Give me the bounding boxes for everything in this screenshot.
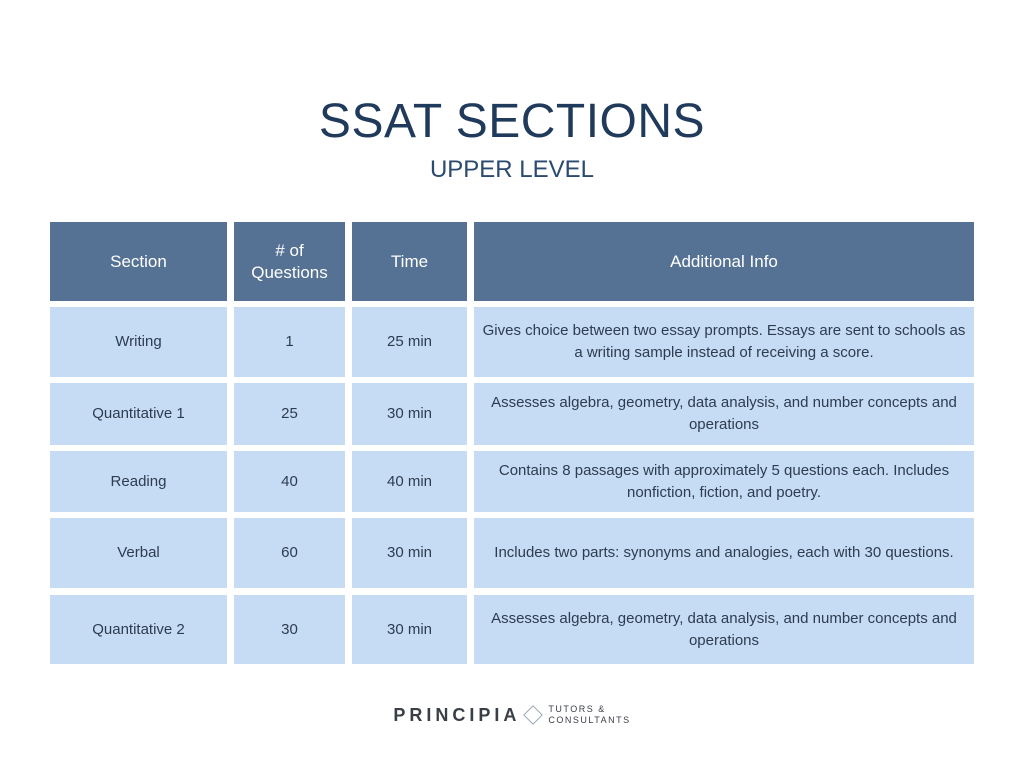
tagline-line-2: CONSULTANTS — [548, 715, 631, 725]
cell-questions: 60 — [234, 518, 345, 588]
table-row — [50, 518, 974, 588]
cell-section: Quantitative 2 — [50, 595, 227, 664]
footer-logo — [0, 704, 1024, 726]
table-row — [50, 595, 974, 664]
cell-questions: 1 — [234, 307, 345, 377]
cell-info: Contains 8 passages with approximately 5 questions each. Includes nonfiction, fiction, and poetry. — [474, 451, 974, 512]
cell-info: Assesses algebra, geometry, data analysis, and number concepts and operations — [474, 383, 974, 445]
cell-info: Gives choice between two essay prompts. Essays are sent to schools as a writing sample instead of receiving a score. — [474, 307, 974, 377]
diamond-logo-icon — [524, 705, 544, 725]
brand-name: PRINCIPIA — [393, 704, 521, 725]
brand-tagline — [548, 704, 630, 726]
table-header-row — [50, 222, 974, 301]
cell-section: Quantitative 1 — [50, 383, 227, 445]
cell-questions: 25 — [234, 383, 345, 445]
cell-section: Writing — [50, 307, 227, 377]
table-row — [50, 383, 974, 445]
table-row — [50, 307, 974, 377]
cell-time: 40 min — [352, 451, 467, 512]
cell-time: 30 min — [352, 518, 467, 588]
header-time: Time — [352, 222, 467, 301]
cell-info: Assesses algebra, geometry, data analysis, and number concepts and operations — [474, 595, 974, 664]
header-section: Section — [50, 222, 227, 301]
sections-table — [50, 222, 974, 670]
cell-questions: 30 — [234, 595, 345, 664]
cell-time: 30 min — [352, 383, 467, 445]
cell-section: Reading — [50, 451, 227, 512]
cell-questions: 40 — [234, 451, 345, 512]
table-row — [50, 451, 974, 512]
tagline-line-1: TUTORS & — [548, 704, 606, 714]
header-additional-info: Additional Info — [474, 222, 974, 301]
cell-time: 30 min — [352, 595, 467, 664]
cell-section: Verbal — [50, 518, 227, 588]
cell-info: Includes two parts: synonyms and analogies, each with 30 questions. — [474, 518, 974, 588]
page-title: SSAT SECTIONS — [318, 95, 706, 148]
header-questions: # of Questions — [234, 222, 345, 301]
page-subtitle: UPPER LEVEL — [429, 156, 595, 183]
cell-time: 25 min — [352, 307, 467, 377]
